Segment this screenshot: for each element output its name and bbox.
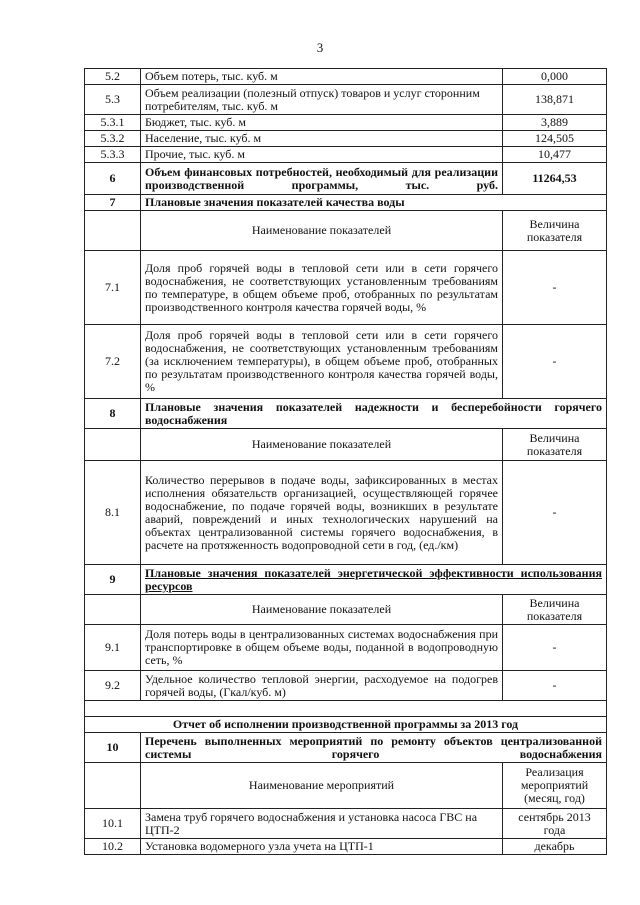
row-text: Доля проб горячей воды в тепловой сети или в сети горячего водоснабжения, не соответствующих установленным требованиям по температуре, в общем объеме проб, отобранных по результатам производственного контроля качества горячей воды, % xyxy=(141,251,503,325)
empty-cell xyxy=(85,211,141,251)
section-7-columns xyxy=(85,211,607,251)
section-title: Плановые значения показателей энергетической эффективности использования ресурсов xyxy=(141,565,607,595)
empty-cell xyxy=(85,763,141,809)
section-9-columns xyxy=(85,595,607,625)
row-text: Доля проб горячей воды в тепловой сети или в сети горячего водоснабжения, не соответствующих установленным требованиям (за исключением температуры), в общем объеме проб, отобранных по результатам производственного контроля качества горячей воды, % xyxy=(141,325,503,399)
table-row xyxy=(85,251,607,325)
column-header-name: Наименование мероприятий xyxy=(141,763,503,809)
row-text: Удельное количество тепловой энергии, расходуемое на подогрев горячей воды, (Гкал/куб. м) xyxy=(141,671,503,701)
row-text: Объем финансовых потребностей, необходимый для реализации производственной программы, тыс. руб. xyxy=(141,163,503,195)
row-value: 124,505 xyxy=(503,131,607,147)
table-row xyxy=(85,809,607,839)
row-value: декабрь xyxy=(503,839,607,855)
table-row-financial xyxy=(85,163,607,195)
page-number: 3 xyxy=(316,40,324,55)
row-text: Объем потерь, тыс. куб. м xyxy=(141,69,503,85)
row-text: Количество перерывов в подаче воды, зафиксированных в местах исполнения обязательств организацией, осуществляющей горячее водоснабжение, по подаче горячей воды, возникших в результате аварий, повреждений и иных технологических нарушений на объектах централизованной системы горячего водоснабжения, в расчете на протяженность водопроводной сети в год, (ед./км) xyxy=(141,461,503,565)
row-text: Доля потерь воды в централизованных системах водоснабжения при транспортировке в общем объеме воды, поданной в водопроводную сеть, % xyxy=(141,625,503,671)
row-value: 11264,53 xyxy=(503,163,607,195)
table-row xyxy=(85,625,607,671)
column-header-name: Наименование показателей xyxy=(141,211,503,251)
table-row xyxy=(85,131,607,147)
table-row xyxy=(85,69,607,85)
row-text: Замена труб горячего водоснабжения и установка насоса ГВС на ЦТП-2 xyxy=(141,809,503,839)
section-number: 9 xyxy=(85,565,141,595)
table-row xyxy=(85,325,607,399)
row-number: 5.3.3 xyxy=(85,147,141,163)
section-number: 8 xyxy=(85,399,141,429)
table-row xyxy=(85,115,607,131)
row-number: 9.2 xyxy=(85,671,141,701)
row-text: Установка водомерного узла учета на ЦТП-1 xyxy=(141,839,503,855)
column-header-name: Наименование показателей xyxy=(141,429,503,461)
section-title: Перечень выполненных мероприятий по ремонту объектов централизованной системы горячего водоснабжения xyxy=(141,733,607,763)
row-value: 0,000 xyxy=(503,69,607,85)
section-10-header xyxy=(85,733,607,763)
row-text: Население, тыс. куб. м xyxy=(141,131,503,147)
row-number: 9.1 xyxy=(85,625,141,671)
spacer-row xyxy=(85,701,607,717)
section-10-columns xyxy=(85,763,607,809)
table-row xyxy=(85,461,607,565)
table-row xyxy=(85,839,607,855)
row-value: - xyxy=(503,625,607,671)
section-number: 7 xyxy=(85,195,141,211)
column-header-value: Величина показателя xyxy=(503,595,607,625)
row-value: сентябрь 2013 года xyxy=(503,809,607,839)
row-number: 10.2 xyxy=(85,839,141,855)
row-number: 6 xyxy=(85,163,141,195)
program-table xyxy=(84,68,607,855)
row-text: Прочие, тыс. куб. м xyxy=(141,147,503,163)
row-number: 10.1 xyxy=(85,809,141,839)
column-header-value: Реализация мероприятий (месяц, год) xyxy=(503,763,607,809)
section-7-header xyxy=(85,195,607,211)
row-number: 5.2 xyxy=(85,69,141,85)
row-value: - xyxy=(503,251,607,325)
row-value: - xyxy=(503,671,607,701)
column-header-value: Величина показателя xyxy=(503,429,607,461)
section-number: 10 xyxy=(85,733,141,763)
section-title: Плановые значения показателей качества воды xyxy=(141,195,607,211)
row-number: 7.2 xyxy=(85,325,141,399)
row-number: 8.1 xyxy=(85,461,141,565)
row-number: 5.3.1 xyxy=(85,115,141,131)
row-value: 10,477 xyxy=(503,147,607,163)
section-title: Плановые значения показателей надежности и бесперебойности горячего водоснабжения xyxy=(141,399,607,429)
report-title-row xyxy=(85,717,607,733)
empty-cell xyxy=(85,429,141,461)
table-row xyxy=(85,147,607,163)
row-number: 5.3 xyxy=(85,85,141,115)
column-header-value: Величина показателя xyxy=(503,211,607,251)
table-row xyxy=(85,671,607,701)
spacer-cell xyxy=(85,701,607,717)
row-text: Бюджет, тыс. куб. м xyxy=(141,115,503,131)
table-row xyxy=(85,85,607,115)
section-8-columns xyxy=(85,429,607,461)
row-number: 5.3.2 xyxy=(85,131,141,147)
row-value: - xyxy=(503,461,607,565)
row-value: - xyxy=(503,325,607,399)
column-header-name: Наименование показателей xyxy=(141,595,503,625)
row-text: Объем реализации (полезный отпуск) товаров и услуг сторонним потребителям, тыс. куб. м xyxy=(141,85,503,115)
report-title: Отчет об исполнении производственной программы за 2013 год xyxy=(85,717,607,733)
row-number: 7.1 xyxy=(85,251,141,325)
section-9-header xyxy=(85,565,607,595)
empty-cell xyxy=(85,595,141,625)
row-value: 3,889 xyxy=(503,115,607,131)
row-value: 138,871 xyxy=(503,85,607,115)
section-8-header xyxy=(85,399,607,429)
